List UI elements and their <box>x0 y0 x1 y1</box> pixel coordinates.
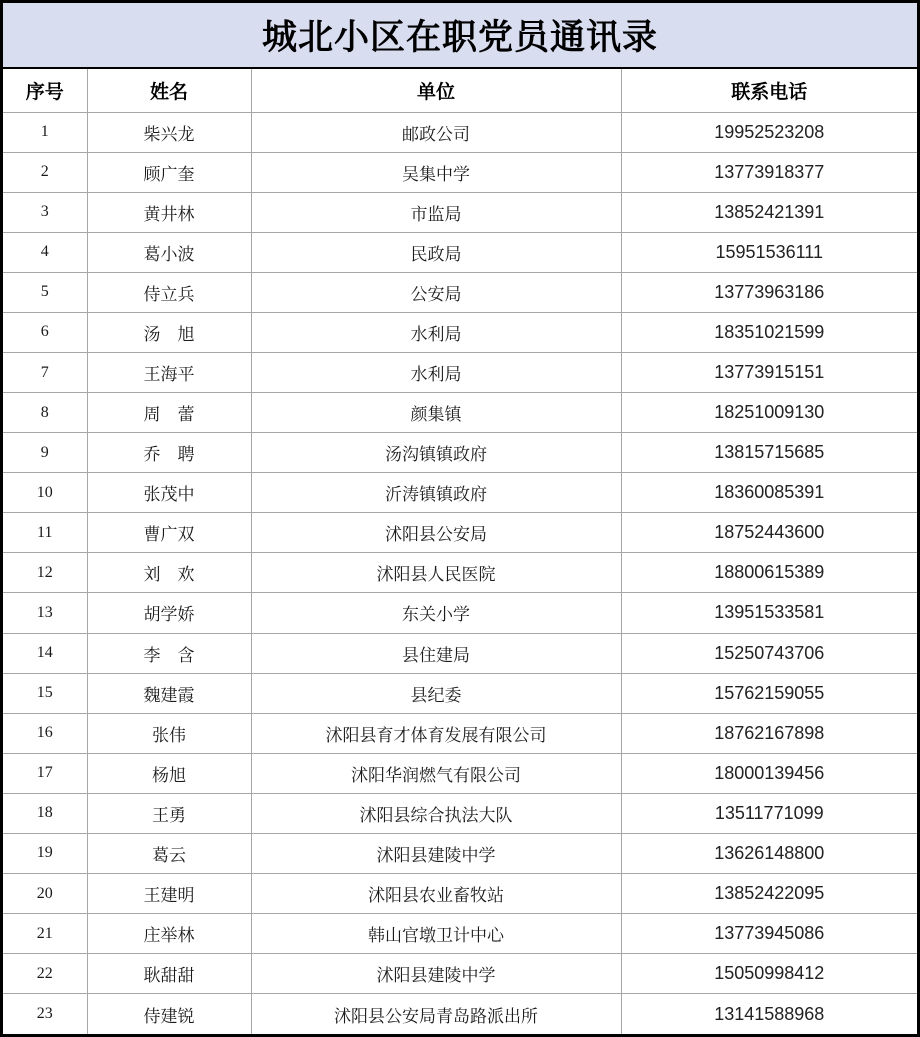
table-row <box>3 112 917 152</box>
phone-cell: 18762167898 <box>621 713 917 753</box>
table-row <box>3 312 917 352</box>
name-cell: 汤 旭 <box>87 312 251 352</box>
unit-cell: 沂涛镇镇政府 <box>251 473 621 513</box>
name-cell: 刘 欢 <box>87 553 251 593</box>
row-number-cell: 20 <box>3 873 87 913</box>
unit-cell: 吴集中学 <box>251 152 621 192</box>
phone-cell: 13626148800 <box>621 833 917 873</box>
unit-cell: 颜集镇 <box>251 393 621 433</box>
row-number-cell: 11 <box>3 513 87 553</box>
phone-cell: 18000139456 <box>621 753 917 793</box>
row-number-cell: 21 <box>3 914 87 954</box>
table-row <box>3 713 917 753</box>
table-row <box>3 954 917 994</box>
phone-cell: 18800615389 <box>621 553 917 593</box>
name-cell: 周 蕾 <box>87 393 251 433</box>
table-row <box>3 513 917 553</box>
unit-cell: 邮政公司 <box>251 112 621 152</box>
phone-cell: 13852422095 <box>621 873 917 913</box>
phone-cell: 15762159055 <box>621 673 917 713</box>
phone-cell: 18351021599 <box>621 312 917 352</box>
page-title: 城北小区在职党员通讯录 <box>261 18 658 57</box>
phone-cell: 15250743706 <box>621 633 917 673</box>
unit-cell: 沭阳县建陵中学 <box>251 833 621 873</box>
row-number-cell: 16 <box>3 713 87 753</box>
header-unit: 单位 <box>251 69 621 112</box>
table-body <box>3 112 917 1034</box>
row-number-cell: 3 <box>3 192 87 232</box>
phone-cell: 13773915151 <box>621 352 917 392</box>
table-row <box>3 152 917 192</box>
table-row <box>3 873 917 913</box>
unit-cell: 民政局 <box>251 232 621 272</box>
directory-table <box>3 69 917 1034</box>
table-row <box>3 914 917 954</box>
unit-cell: 沭阳县建陵中学 <box>251 954 621 994</box>
row-number-cell: 6 <box>3 312 87 352</box>
unit-cell: 汤沟镇镇政府 <box>251 433 621 473</box>
phone-cell: 13773945086 <box>621 914 917 954</box>
unit-cell: 县纪委 <box>251 673 621 713</box>
unit-cell: 韩山官墩卫计中心 <box>251 914 621 954</box>
row-number-cell: 7 <box>3 352 87 392</box>
name-cell: 胡学娇 <box>87 593 251 633</box>
unit-cell: 沭阳县农业畜牧站 <box>251 873 621 913</box>
row-number-cell: 10 <box>3 473 87 513</box>
table-row <box>3 352 917 392</box>
row-number-cell: 18 <box>3 793 87 833</box>
name-cell: 黄井林 <box>87 192 251 232</box>
unit-cell: 沭阳县人民医院 <box>251 553 621 593</box>
phone-cell: 18251009130 <box>621 393 917 433</box>
phone-cell: 13773963186 <box>621 272 917 312</box>
table-row <box>3 633 917 673</box>
unit-cell: 东关小学 <box>251 593 621 633</box>
table-row <box>3 192 917 232</box>
title-bar <box>3 3 917 69</box>
table-header <box>3 69 917 112</box>
table-row <box>3 593 917 633</box>
unit-cell: 沭阳华润燃气有限公司 <box>251 753 621 793</box>
row-number-cell: 23 <box>3 994 87 1034</box>
table-row <box>3 833 917 873</box>
row-number-cell: 1 <box>3 112 87 152</box>
table-row <box>3 793 917 833</box>
name-cell: 杨旭 <box>87 753 251 793</box>
table-row <box>3 753 917 793</box>
name-cell: 王勇 <box>87 793 251 833</box>
header-row <box>3 69 917 112</box>
header-name: 姓名 <box>87 69 251 112</box>
phone-cell: 13773918377 <box>621 152 917 192</box>
name-cell: 王海平 <box>87 352 251 392</box>
name-cell: 耿甜甜 <box>87 954 251 994</box>
table-row <box>3 673 917 713</box>
row-number-cell: 13 <box>3 593 87 633</box>
row-number-cell: 4 <box>3 232 87 272</box>
unit-cell: 公安局 <box>251 272 621 312</box>
row-number-cell: 5 <box>3 272 87 312</box>
unit-cell: 沭阳县综合执法大队 <box>251 793 621 833</box>
unit-cell: 沭阳县公安局 <box>251 513 621 553</box>
row-number-cell: 17 <box>3 753 87 793</box>
phone-cell: 13852421391 <box>621 192 917 232</box>
name-cell: 柴兴龙 <box>87 112 251 152</box>
name-cell: 庄举林 <box>87 914 251 954</box>
phone-cell: 13815715685 <box>621 433 917 473</box>
unit-cell: 水利局 <box>251 312 621 352</box>
row-number-cell: 12 <box>3 553 87 593</box>
header-phone: 联系电话 <box>621 69 917 112</box>
phone-cell: 15951536111 <box>621 232 917 272</box>
name-cell: 张茂中 <box>87 473 251 513</box>
name-cell: 张伟 <box>87 713 251 753</box>
phone-cell: 18752443600 <box>621 513 917 553</box>
phone-cell: 13141588968 <box>621 994 917 1034</box>
unit-cell: 沭阳县公安局青岛路派出所 <box>251 994 621 1034</box>
name-cell: 侍立兵 <box>87 272 251 312</box>
table-row <box>3 473 917 513</box>
row-number-cell: 9 <box>3 433 87 473</box>
row-number-cell: 14 <box>3 633 87 673</box>
table-row <box>3 994 917 1034</box>
table-row <box>3 272 917 312</box>
name-cell: 侍建锐 <box>87 994 251 1034</box>
unit-cell: 沭阳县育才体育发展有限公司 <box>251 713 621 753</box>
table-row <box>3 232 917 272</box>
table-row <box>3 433 917 473</box>
phone-cell: 13951533581 <box>621 593 917 633</box>
name-cell: 葛云 <box>87 833 251 873</box>
unit-cell: 市监局 <box>251 192 621 232</box>
header-no: 序号 <box>3 69 87 112</box>
name-cell: 顾广奎 <box>87 152 251 192</box>
phone-cell: 15050998412 <box>621 954 917 994</box>
name-cell: 乔 聘 <box>87 433 251 473</box>
name-cell: 魏建霞 <box>87 673 251 713</box>
table-row <box>3 553 917 593</box>
phone-cell: 18360085391 <box>621 473 917 513</box>
name-cell: 李 含 <box>87 633 251 673</box>
row-number-cell: 19 <box>3 833 87 873</box>
unit-cell: 县住建局 <box>251 633 621 673</box>
phone-cell: 13511771099 <box>621 793 917 833</box>
row-number-cell: 22 <box>3 954 87 994</box>
name-cell: 曹广双 <box>87 513 251 553</box>
row-number-cell: 2 <box>3 152 87 192</box>
name-cell: 王建明 <box>87 873 251 913</box>
row-number-cell: 15 <box>3 673 87 713</box>
name-cell: 葛小波 <box>87 232 251 272</box>
phone-cell: 19952523208 <box>621 112 917 152</box>
unit-cell: 水利局 <box>251 352 621 392</box>
row-number-cell: 8 <box>3 393 87 433</box>
table-row <box>3 393 917 433</box>
